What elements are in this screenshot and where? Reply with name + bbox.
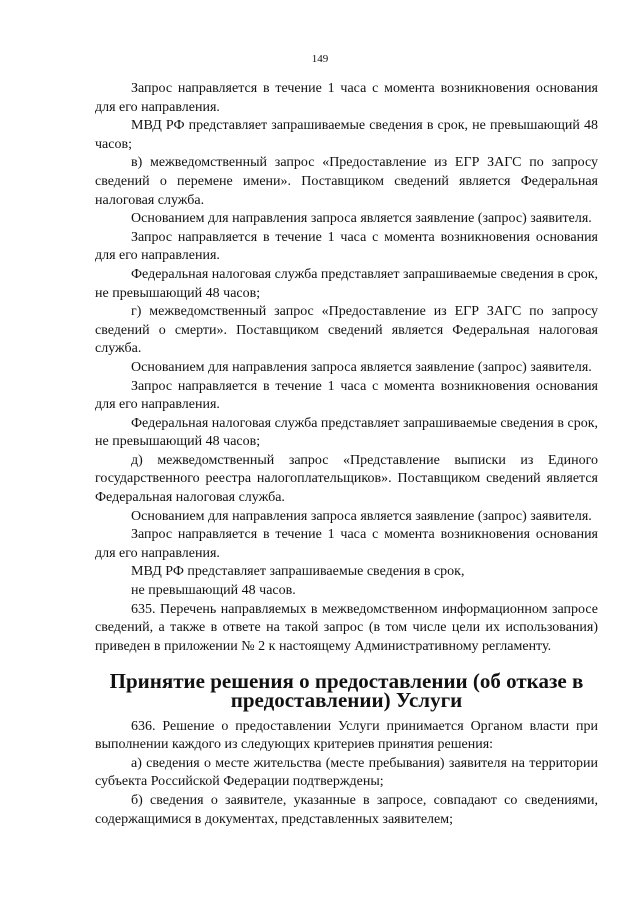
paragraph: Запрос направляется в течение 1 часа с момента возникновения основания для его направления.	[95, 81, 598, 115]
paragraph: Запрос направляется в течение 1 часа с момента возникновения основания для его направления.	[95, 527, 598, 561]
paragraph: МВД РФ представляет запрашиваемые сведения в срок,	[131, 564, 465, 580]
paragraph: не превышающий 48 часов.	[131, 583, 296, 599]
paragraph: а) сведения о месте жительства (месте пребывания) заявителя на территории субъекта Российской Федерации подтверждены;	[95, 755, 598, 790]
paragraph: в) межведомственный запрос «Предоставление из ЕГР ЗАГС по запросу сведений о перемене имени». Поставщиком сведений является Федеральная налоговая служба.	[95, 155, 598, 208]
paragraph: Запрос направляется в течение 1 часа с момента возникновения основания для его направления.	[95, 378, 598, 413]
paragraph: б) сведения о заявителе, указанные в запросе, совпадают со сведениями, содержащимися в документах, представленных заявителем;	[95, 792, 598, 827]
page-number: 149	[311, 53, 329, 65]
paragraph: Основанием для направления запроса является заявление (запрос) заявителя.	[131, 508, 592, 524]
paragraph: Запрос направляется в течение 1 часа с момента возникновения основания для его направления.	[95, 229, 598, 264]
document-body	[95, 80, 598, 829]
paragraph: Основанием для направления запроса является заявление (запрос) заявителя.	[131, 359, 592, 375]
paragraph: МВД РФ представляет запрашиваемые сведения в срок, не превышающий 48 часов;	[95, 118, 598, 152]
paragraph: Федеральная налоговая служба представляет запрашиваемые сведения в срок, не превышающий 48 часов;	[95, 266, 598, 301]
paragraph: Федеральная налоговая служба представляет запрашиваемые сведения в срок, не превышающий 48 часов;	[95, 415, 598, 450]
paragraph: 636. Решение о предоставлении Услуги принимается Органом власти при выполнении каждого из следующих критериев принятия решения:	[95, 718, 598, 753]
section-heading: Принятие решения о предоставлении (об отказе в предоставлении) Услуги	[109, 669, 584, 712]
paragraph: Основанием для направления запроса является заявление (запрос) заявителя.	[131, 211, 592, 227]
paragraph: д) межведомственный запрос «Представление выписки из Единого государственного реестра налогоплательщиков». Поставщиком сведений является Федеральная налоговая служба.	[95, 452, 598, 506]
paragraph: 635. Перечень направляемых в межведомственном информационном запросе сведений, а также в ответе на такой запрос (в том числе цели их использования) приведен в приложении № 2 к настоящему Административному регламенту.	[95, 601, 598, 654]
paragraph: г) межведомственный запрос «Предоставление из ЕГР ЗАГС по запросу сведений о смерти». Поставщиком сведений является Федеральная налоговая служба.	[95, 304, 598, 357]
